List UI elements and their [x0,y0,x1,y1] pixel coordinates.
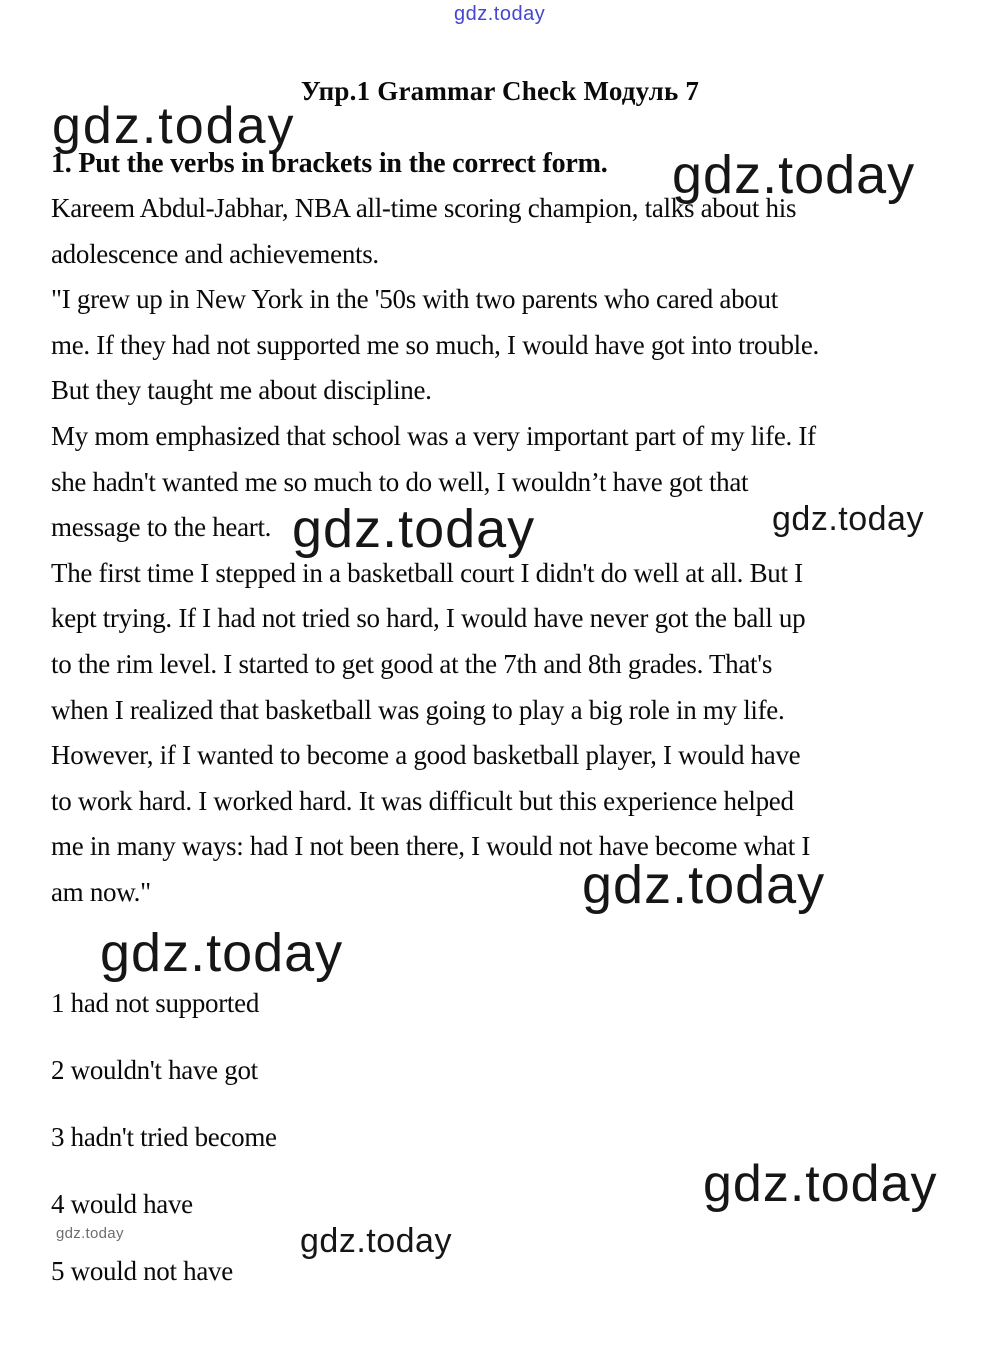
watermark-right-middle: gdz.today [772,500,924,538]
passage-line: However, if I wanted to become a good basketball player, I would have [51,740,801,771]
watermark-bottom-right: gdz.today [703,1155,938,1213]
passage-line: "I grew up in New York in the '50s with two parents who cared about [51,284,778,315]
watermark-right-of-heading: gdz.today [672,145,916,205]
passage-line: to the rim level. I started to get good at the 7th and 8th grades. That's [51,648,773,679]
passage-line: adolescence and achievements. [51,238,379,269]
watermark-above-answers: gdz.today [100,923,344,983]
passage-line: me in many ways: had I not been there, I would not have become what I [51,831,811,862]
passage-line: My mom emphasized that school was a very important part of my life. If [51,420,816,451]
watermark-near-am-now: gdz.today [582,855,826,915]
answer-item-4: 4 would have [51,1189,193,1219]
passage-line: But they taught me about discipline. [51,375,432,406]
watermark-bottom-center: gdz.today [300,1222,452,1260]
answer-item-2: 2 wouldn't have got [51,1055,258,1085]
passage-line: The first time I stepped in a basketball court I didn't do well at all. But I [51,557,803,588]
watermark-bottom-tiny: gdz.today [56,1225,124,1242]
watermark-top-blue: gdz.today [454,3,546,25]
passage-line: me. If they had not supported me so much, I would have got into trouble. [51,329,819,360]
passage-line: kept trying. If I had not tried so hard, I would have never got the ball up [51,603,806,634]
answer-item-5: 5 would not have [51,1256,233,1286]
answer-item-3: 3 hadn't tried become [51,1122,277,1152]
page-title: Упр.1 Grammar Check Модуль 7 [300,76,700,106]
passage-text [51,186,956,916]
passage-line: am now." [51,876,151,907]
watermark-inline-after-heart: gdz.today [292,499,536,559]
passage-line: to work hard. I worked hard. It was difficult but this experience helped [51,785,794,816]
passage-line: she hadn't wanted me so much to do well, I wouldn’t have got that [51,466,749,497]
passage-line: Kareem Abdul-Jabhar, NBA all-time scoring champion, talks about his [51,193,797,223]
passage-line: when I realized that basketball was going to play a big role in my life. [51,694,785,725]
passage-line: message to the heart. [51,512,272,543]
watermark-under-title: gdz.today [52,97,296,155]
task-heading: 1. Put the verbs in brackets in the correct form. [51,148,608,179]
answer-item-1: 1 had not supported [51,988,260,1018]
